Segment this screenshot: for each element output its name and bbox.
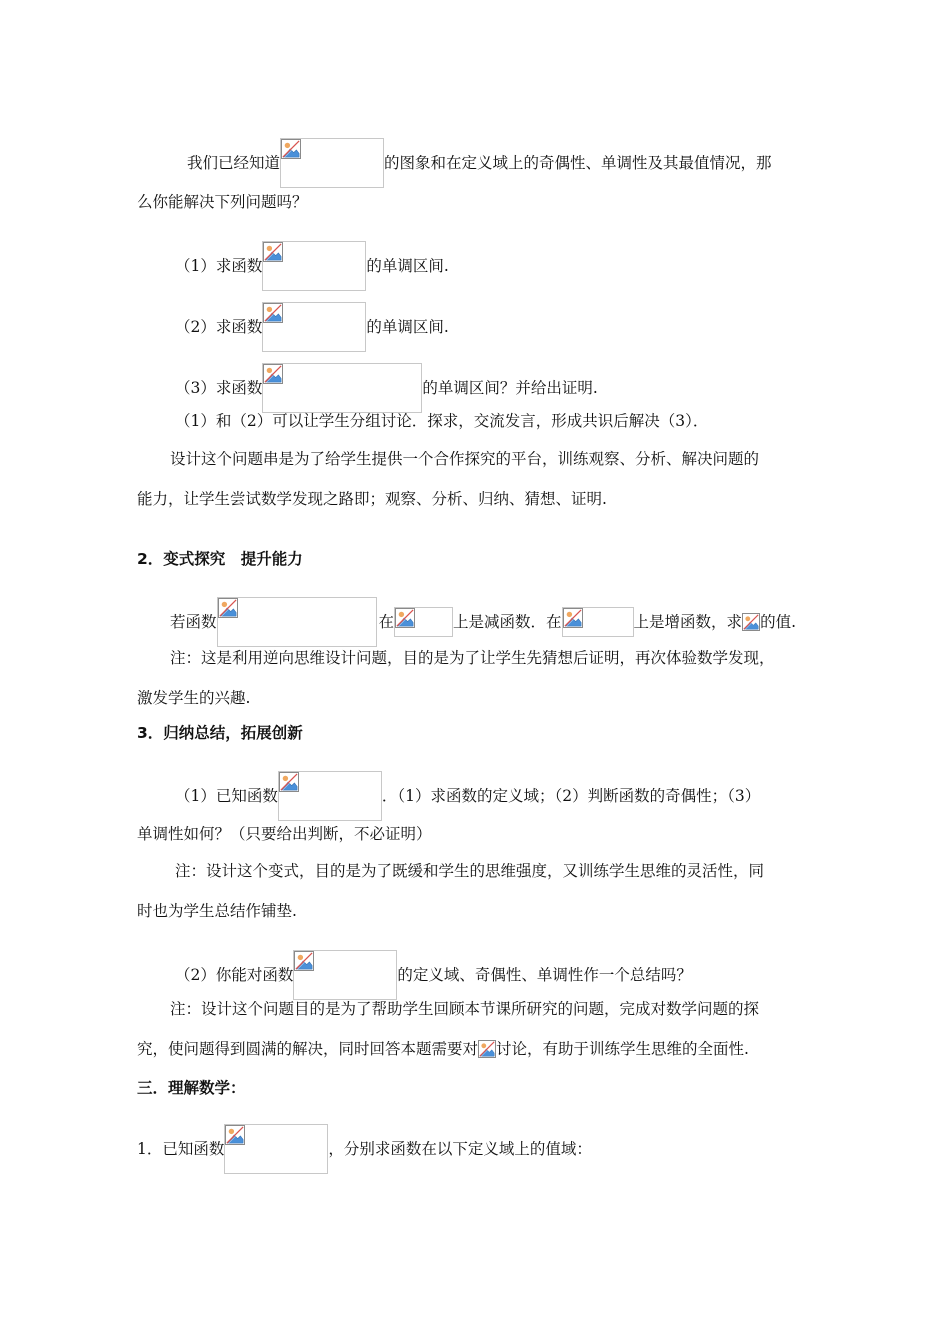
discussion-line: （1）和（2）可以让学生分组讨论．探求，交流发言，形成共识后解决（3）．	[175, 412, 709, 430]
question-1	[175, 241, 449, 291]
question-2-text-b: 的单调区间.	[366, 318, 449, 336]
summary-1-text-b: ．（1）求函数的定义域；（2）判断函数的奇偶性；（3）	[381, 787, 761, 805]
section-heading-3: 3．归纳总结，拓展创新	[137, 724, 303, 742]
broken-image-icon	[263, 242, 283, 262]
summary-question-2	[175, 950, 692, 1000]
summary-question-1	[175, 771, 760, 821]
note-3-line-1: 注：设计这个问题目的是为了帮助学生回顾本节课所研究的问题，完成对数学问题的探	[170, 1000, 760, 1018]
broken-image-icon	[263, 303, 283, 323]
broken-image-icon	[395, 608, 415, 628]
note-2-line-2: 时也为学生总结作铺垫.	[137, 902, 297, 920]
broken-image-icon	[279, 772, 299, 792]
note-3-text-a: 究，使问题得到圆满的解决，同时回答本题需要对	[137, 1040, 479, 1058]
exercise-1	[137, 1124, 592, 1174]
formula-image-6	[394, 607, 453, 637]
summary-2-text-a: （2）你能对函数	[175, 966, 294, 984]
broken-image-icon	[742, 613, 760, 631]
note-1-line-2: 激发学生的兴趣.	[137, 689, 251, 707]
broken-image-icon	[563, 608, 583, 628]
question-3-text-a: （3）求函数	[175, 379, 263, 397]
formula-image-2	[262, 241, 366, 291]
note-1-line-1: 注：这是利用逆向思维设计问题，目的是为了让学生先猜想后证明，再次体验数学发现，	[170, 649, 775, 667]
formula-image-9	[293, 950, 397, 1000]
summary-2-text-b: 的定义域、奇偶性、单调性作一个总结吗？	[397, 966, 692, 984]
note-3-text-b: 讨论，有助于训练学生思维的全面性.	[496, 1040, 749, 1058]
question-2-text-a: （2）求函数	[175, 318, 263, 336]
summary-question-1-cont: 单调性如何？（只要给出判断，不必证明）	[137, 825, 432, 843]
intro-text-a: 我们已经知道	[187, 154, 281, 172]
question-1-text-b: 的单调区间.	[366, 257, 449, 275]
broken-image-icon	[478, 1040, 496, 1058]
formula-image-8	[278, 771, 382, 821]
formula-image-7	[562, 607, 634, 637]
intro-line-1	[187, 138, 772, 188]
note-3-line-2	[137, 1038, 749, 1059]
intro-line-2: 么你能解决下列问题吗？	[137, 193, 308, 211]
section-heading-2: 2．变式探究 提升能力	[137, 550, 303, 568]
question-2	[175, 302, 449, 352]
design-line-2: 能力，让学生尝试数学发现之路即；观察、分析、归纳、猜想、证明.	[137, 490, 607, 508]
variant-text-c: 上是减函数．在	[453, 613, 562, 631]
variant-text-b: 在	[378, 613, 395, 631]
exercise-1-text-b: ，分别求函数在以下定义域上的值域：	[328, 1140, 592, 1158]
summary-1-text-a: （1）已知函数	[175, 787, 278, 805]
broken-image-icon	[218, 598, 238, 618]
note-2-line-1: 注：设计这个变式，目的是为了既缓和学生的思维强度，又训练学生思维的灵活性，同	[175, 862, 765, 880]
formula-image-1	[280, 138, 384, 188]
question-1-text-a: （1）求函数	[175, 257, 263, 275]
formula-image-4	[262, 363, 422, 413]
variant-text-a: 若函数	[170, 613, 217, 631]
exercise-1-text-a: 1．已知函数	[137, 1140, 225, 1158]
formula-image-5	[217, 597, 377, 647]
formula-image-3	[262, 302, 366, 352]
broken-image-icon	[263, 364, 283, 384]
variant-text-e: 的值.	[760, 613, 796, 631]
variant-text-d: 上是增函数，求	[633, 613, 743, 631]
broken-image-icon	[281, 139, 301, 159]
variant-question	[170, 597, 796, 647]
question-3-text-b: 的单调区间？并给出证明.	[422, 379, 598, 397]
design-line-1: 设计这个问题串是为了给学生提供一个合作探究的平台，训练观察、分析、解决问题的	[170, 450, 760, 468]
question-3	[175, 363, 598, 413]
broken-image-icon	[225, 1125, 245, 1145]
broken-image-icon	[294, 951, 314, 971]
formula-image-10	[224, 1124, 328, 1174]
intro-text-b: 的图象和在定义域上的奇偶性、单调性及其最值情况，那	[384, 154, 772, 172]
section-heading-understand: 三．理解数学：	[137, 1079, 246, 1097]
